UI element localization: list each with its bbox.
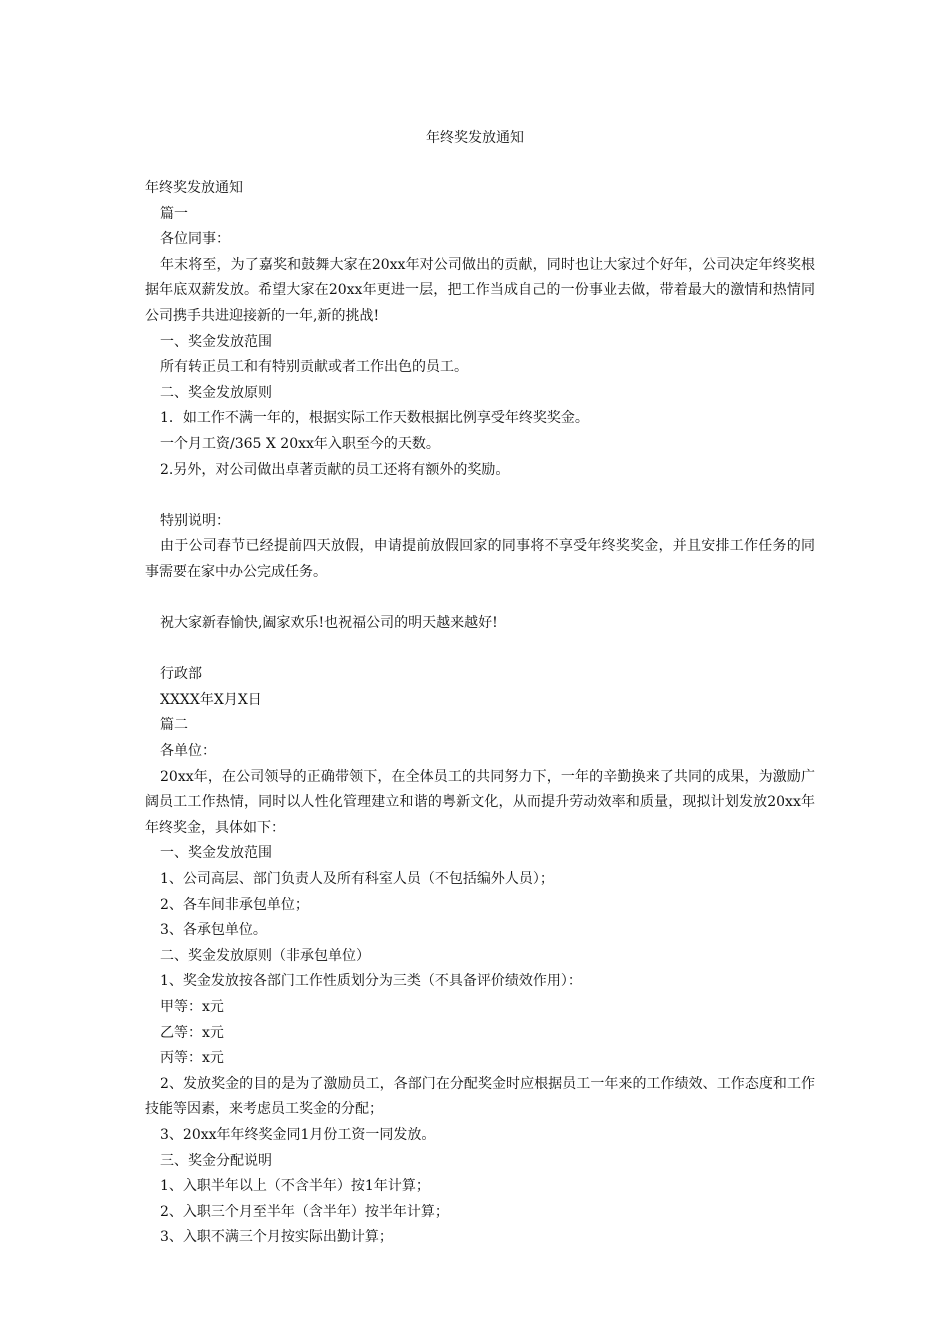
part2-principle-heading: 二、奖金发放原则（非承包单位） (160, 947, 370, 964)
part1-special-heading: 特别说明： (160, 512, 230, 529)
part2-principle-3: 3、20xx年年终奖金同1月份工资一同发放。 (160, 1126, 436, 1143)
document-heading: 年终奖发放通知 (145, 180, 243, 196)
page-title: 年终奖发放通知 (426, 130, 524, 146)
part1-date: XXXX年X月X日 (160, 691, 262, 708)
part2-allocation-1: 1、入职半年以上（不含半年）按1年计算； (160, 1178, 430, 1195)
part2-intro: 20xx年，在公司领导的正确带领下，在全体员工的共同努力下，一年的辛勤换来了共同的成果，为激励广阔员工工作热情，同时以人性化管理建立和谐的粤新文化，从而提升劳动效率和质量，现拟计划发放20xx年年终奖金，具体如下： (145, 768, 815, 836)
part2-allocation-3: 3、入职不满三个月按实际出勤计算； (160, 1229, 393, 1246)
part2-grade-c: 丙等：x元 (160, 1050, 224, 1067)
part2-scope-3: 3、各承包单位。 (160, 922, 267, 939)
blank-line (145, 637, 815, 663)
part1-principle-1: 1．如工作不满一年的，根据实际工作天数根据比例享受年终奖奖金。 (160, 410, 589, 427)
part1-greeting: 各位同事： (160, 231, 230, 248)
part2-label: 篇二 (160, 717, 188, 734)
document-body (145, 176, 815, 1251)
part1-intro: 年末将至，为了嘉奖和鼓舞大家在20xx年对公司做出的贡献，同时也让大家过个好年，公司决定年终奖根据年底双薪发放。希望大家在20xx年更进一层，把工作当成自己的一份事业去做，带着最大的激情和热情同公司携手共进迎接新的一年,新的挑战! (145, 256, 815, 324)
part1-principle-2: 2.另外，对公司做出卓著贡献的员工还将有额外的奖励。 (160, 461, 510, 478)
part2-allocation-heading: 三、奖金分配说明 (160, 1152, 272, 1169)
part2-allocation-2: 2、入职三个月至半年（含半年）按半年计算； (160, 1203, 449, 1220)
part2-scope-1: 1、公司高层、部门负责人及所有科室人员（不包括编外人员）； (160, 871, 554, 888)
part2-principle-2: 2、发放奖金的目的是为了激励员工，各部门在分配奖金时应根据员工一年来的工作绩效、工作态度和工作技能等因素，来考虑员工奖金的分配； (145, 1075, 815, 1118)
part1-special-text: 由于公司春节已经提前四天放假，申请提前放假回家的同事将不享受年终奖奖金，并且安排工作任务的同事需要在家中办公完成任务。 (145, 538, 815, 580)
part1-scope-heading: 一、奖金发放范围 (160, 333, 272, 350)
part1-scope-text: 所有转正员工和有特别贡献或者工作出色的员工。 (160, 359, 468, 376)
part2-grade-b: 乙等：x元 (160, 1024, 224, 1041)
part1-label: 篇一 (160, 205, 188, 222)
part1-principle-heading: 二、奖金发放原则 (160, 384, 272, 401)
part2-scope-2: 2、各车间非承包单位； (160, 896, 309, 913)
part2-principle-1: 1、奖金发放按各部门工作性质划分为三类（不具备评价绩效作用）： (160, 973, 582, 990)
part2-scope-heading: 一、奖金发放范围 (160, 845, 272, 862)
blank-line (145, 586, 815, 612)
part1-wishes: 祝大家新春愉快,阖家欢乐!也祝福公司的明天越来越好! (160, 615, 498, 632)
blank-line (145, 483, 815, 509)
part1-department: 行政部 (160, 666, 202, 683)
part2-grade-a: 甲等：x元 (160, 999, 224, 1015)
part2-greeting: 各单位： (160, 743, 216, 760)
part1-formula: 一个月工资/365 X 20xx年入职至今的天数。 (160, 435, 440, 452)
